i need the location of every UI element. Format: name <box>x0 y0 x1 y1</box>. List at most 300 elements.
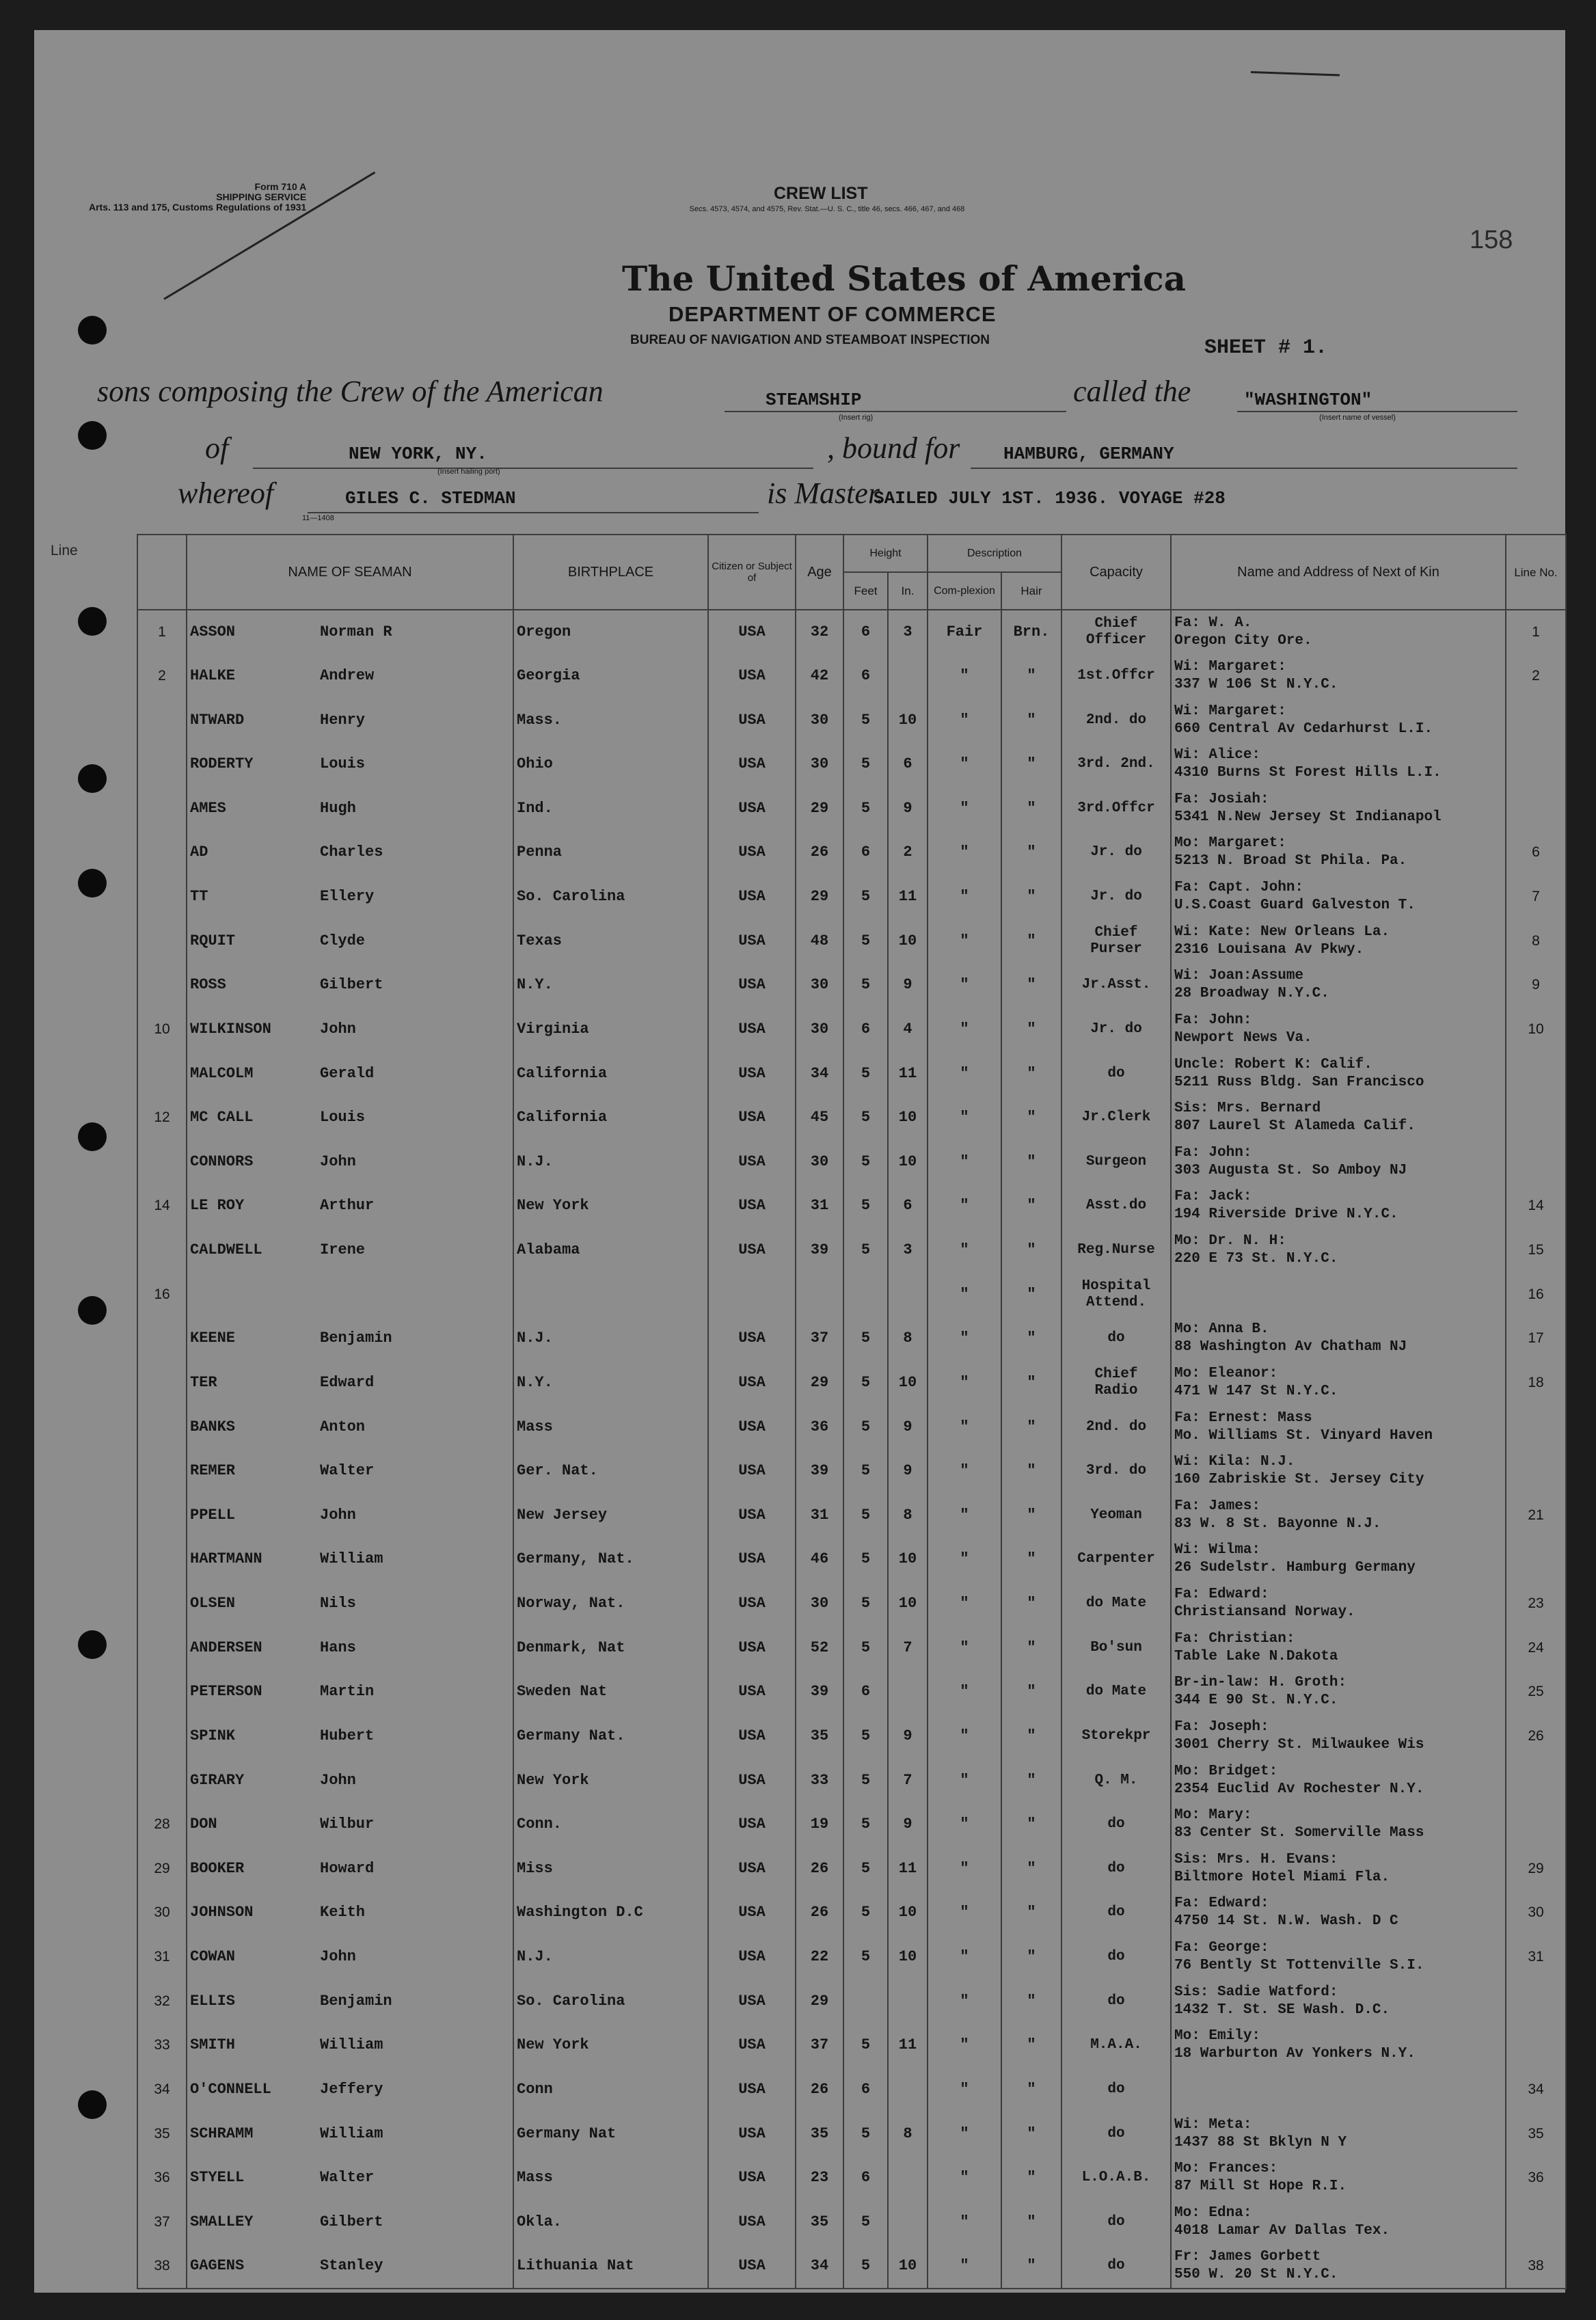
complexion: " <box>928 698 1001 742</box>
age: 19 <box>796 1803 843 1847</box>
next-of-kin <box>1171 1449 1506 1494</box>
kin-address: 26 Sudelstr. Hamburg Germany <box>1174 1560 1416 1576</box>
kin-address: 220 E 73 St. N.Y.C. <box>1174 1251 1338 1267</box>
kin-name: Uncle: Robert K: Calif. <box>1174 1056 1372 1073</box>
hair: " <box>1001 1140 1061 1185</box>
kin-address: 194 Riverside Drive N.Y.C. <box>1174 1206 1398 1223</box>
capacity <box>1061 2244 1171 2289</box>
age: 35 <box>796 1714 843 1759</box>
table-row <box>137 1758 1566 1803</box>
height-inches: 7 <box>888 1758 928 1803</box>
hair: Brn. <box>1001 610 1061 654</box>
height-feet <box>843 1272 888 1317</box>
age: 35 <box>796 2112 843 2156</box>
crew-table <box>137 534 1567 2289</box>
capacity <box>1061 1582 1171 1626</box>
given-name: Jeffery <box>320 2080 383 2098</box>
line-number <box>137 1758 187 1803</box>
punch-hole <box>78 607 107 636</box>
complexion: " <box>928 2244 1001 2289</box>
capacity <box>1061 2068 1171 2112</box>
birthplace: New York <box>513 1758 708 1803</box>
given-name: William <box>320 2125 383 2142</box>
age: 31 <box>796 1494 843 1538</box>
age: 52 <box>796 1626 843 1670</box>
hair: " <box>1001 875 1061 919</box>
complexion: " <box>928 1317 1001 1361</box>
kin-address: 1437 88 St Bklyn N Y <box>1174 2134 1347 2150</box>
line-number: 33 <box>137 2023 187 2068</box>
height-inches: 6 <box>888 1184 928 1228</box>
age: 30 <box>796 1140 843 1185</box>
right-line-number: 17 <box>1506 1317 1566 1361</box>
age: 29 <box>796 787 843 831</box>
citizenship: USA <box>708 1891 796 1935</box>
given-name: Arthur <box>320 1197 375 1215</box>
right-line-number <box>1506 2200 1566 2245</box>
kin-name: Fa: Joseph: <box>1174 1718 1269 1735</box>
capacity <box>1061 1051 1171 1096</box>
crew-list-page <box>34 30 1565 2293</box>
right-line-number <box>1506 1758 1566 1803</box>
seaman-name <box>187 1803 513 1847</box>
table-row <box>137 1272 1566 1317</box>
citizenship: USA <box>708 1847 796 1891</box>
form-articles: Arts. 113 and 175, Customs Regulations of 1931 <box>89 202 307 213</box>
kin-name: Fa: Capt. John: <box>1174 880 1304 896</box>
next-of-kin <box>1171 875 1506 919</box>
seaman-name <box>187 1891 513 1935</box>
given-name: Wilbur <box>320 1816 375 1833</box>
col-age: Age <box>796 535 843 610</box>
age: 30 <box>796 963 843 1008</box>
age: 37 <box>796 2023 843 2068</box>
table-row <box>137 1051 1566 1096</box>
vessel-name: "WASHINGTON" <box>1244 390 1372 410</box>
capacity <box>1061 1803 1171 1847</box>
next-of-kin <box>1171 1361 1506 1405</box>
capacity <box>1061 2200 1171 2245</box>
table-row <box>137 2112 1566 2156</box>
age: 26 <box>796 1847 843 1891</box>
line-number: 28 <box>137 1803 187 1847</box>
complexion: " <box>928 1449 1001 1494</box>
height-inches: 9 <box>888 1405 928 1449</box>
hair: " <box>1001 1184 1061 1228</box>
complexion: " <box>928 2156 1001 2200</box>
line-number <box>137 787 187 831</box>
seaman-name <box>187 1140 513 1185</box>
height-inches: 9 <box>888 787 928 831</box>
birthplace: N.Y. <box>513 1361 708 1405</box>
line-number <box>137 1537 187 1582</box>
complexion: " <box>928 1979 1001 2023</box>
age: 35 <box>796 2200 843 2245</box>
kin-name: Mo: Dr. N. H: <box>1174 1233 1286 1250</box>
table-row <box>137 2200 1566 2245</box>
capacity <box>1061 1891 1171 1935</box>
next-of-kin <box>1171 1096 1506 1140</box>
surname: DON <box>190 1816 217 1833</box>
kin-address: Table Lake N.Dakota <box>1174 1648 1338 1664</box>
kin-name: Mo: Anna B. <box>1174 1321 1269 1338</box>
kin-address: 5341 N.New Jersey St Indianapol <box>1174 809 1442 825</box>
next-of-kin <box>1171 1317 1506 1361</box>
capacity-line: do <box>1107 1065 1125 1081</box>
height-inches: 9 <box>888 1449 928 1494</box>
hair: " <box>1001 1803 1061 1847</box>
capacity-line: do <box>1107 1993 1125 2009</box>
line-number: 30 <box>137 1891 187 1935</box>
hair: " <box>1001 1494 1061 1538</box>
kin-address: 471 W 147 St N.Y.C. <box>1174 1383 1338 1399</box>
height-inches: 10 <box>888 1891 928 1935</box>
capacity-line: Yeoman <box>1090 1507 1142 1523</box>
height-feet: 5 <box>843 1582 888 1626</box>
kin-address: 4310 Burns St Forest Hills L.I. <box>1174 765 1442 781</box>
kin-name: Sis: Sadie Watford: <box>1174 1984 1338 2000</box>
citizenship: USA <box>708 1537 796 1582</box>
kin-name: Mo: Eleanor: <box>1174 1365 1278 1381</box>
surname: LE ROY <box>190 1197 245 1215</box>
citizenship: USA <box>708 2023 796 2068</box>
capacity-line: Asst.do <box>1085 1198 1147 1214</box>
birthplace: Oregon <box>513 610 708 654</box>
height-feet: 5 <box>843 2023 888 2068</box>
form-identifier <box>89 182 306 213</box>
citizenship: USA <box>708 1670 796 1714</box>
hair: " <box>1001 1714 1061 1759</box>
height-inches: 8 <box>888 1494 928 1538</box>
destination: HAMBURG, GERMANY <box>1003 444 1174 464</box>
capacity-line: do Mate <box>1085 1684 1147 1700</box>
kin-name: Wi: Kate: New Orleans La. <box>1174 923 1390 940</box>
hair: " <box>1001 1537 1061 1582</box>
given-name: Howard <box>320 1859 375 1877</box>
right-line-number <box>1506 1051 1566 1096</box>
punch-hole <box>78 869 107 898</box>
hair: " <box>1001 1008 1061 1052</box>
seaman-name <box>187 610 513 654</box>
given-name: William <box>320 2036 383 2054</box>
right-line-number: 2 <box>1506 654 1566 699</box>
birthplace: N.J. <box>513 1935 708 1980</box>
punch-hole <box>78 2090 107 2119</box>
capacity-line: Chief <box>1094 924 1138 941</box>
kin-name: Wi: Margaret: <box>1174 703 1286 719</box>
given-name: Stanley <box>320 2257 383 2275</box>
right-line-number: 38 <box>1506 2244 1566 2289</box>
table-row <box>137 1582 1566 1626</box>
age <box>796 1272 843 1317</box>
citizenship: USA <box>708 963 796 1008</box>
table-row <box>137 610 1566 654</box>
seaman-name <box>187 1008 513 1052</box>
hair: " <box>1001 1891 1061 1935</box>
kin-address: 5213 N. Broad St Phila. Pa. <box>1174 853 1407 869</box>
complexion: " <box>928 1140 1001 1185</box>
right-line-number: 25 <box>1506 1670 1566 1714</box>
capacity <box>1061 1670 1171 1714</box>
age: 30 <box>796 1582 843 1626</box>
table-row <box>137 1670 1566 1714</box>
next-of-kin <box>1171 1184 1506 1228</box>
right-line-number <box>1506 1537 1566 1582</box>
kin-name: Wi: Joan:Assume <box>1174 968 1304 984</box>
height-inches: 11 <box>888 875 928 919</box>
kin-address: 18 Warburton Av Yonkers N.Y. <box>1174 2046 1416 2062</box>
table-row <box>137 2068 1566 2112</box>
height-feet: 5 <box>843 1935 888 1980</box>
capacity-line: Jr. do <box>1090 889 1142 905</box>
hair: " <box>1001 1582 1061 1626</box>
table-row <box>137 1714 1566 1759</box>
kin-address: 344 E 90 St. N.Y.C. <box>1174 1692 1338 1709</box>
next-of-kin <box>1171 2156 1506 2200</box>
line-number <box>137 963 187 1008</box>
height-feet: 6 <box>843 2156 888 2200</box>
capacity <box>1061 1449 1171 1494</box>
table-row <box>137 1979 1566 2023</box>
next-of-kin <box>1171 2244 1506 2289</box>
complexion: " <box>928 1670 1001 1714</box>
table-row <box>137 1096 1566 1140</box>
seaman-name <box>187 1405 513 1449</box>
capacity-line: do <box>1107 1816 1125 1833</box>
capacity <box>1061 1494 1171 1538</box>
kin-name: Mo: Bridget: <box>1174 1763 1278 1779</box>
right-line-number <box>1506 1140 1566 1185</box>
seaman-name <box>187 698 513 742</box>
called-label: called the <box>1073 375 1191 408</box>
height-inches: 10 <box>888 1361 928 1405</box>
capacity-line: do <box>1107 2081 1125 2097</box>
table-row <box>137 1626 1566 1670</box>
kin-address: Oregon City Ore. <box>1174 632 1312 649</box>
kin-name: Fa: Edward: <box>1174 1587 1269 1603</box>
given-name: Ellery <box>320 888 375 906</box>
age: 36 <box>796 1405 843 1449</box>
height-feet: 5 <box>843 1140 888 1185</box>
age: 39 <box>796 1228 843 1273</box>
right-line-number: 29 <box>1506 1847 1566 1891</box>
seaman-name <box>187 1626 513 1670</box>
home-port: NEW YORK, NY. <box>349 444 487 464</box>
height-feet: 5 <box>843 2112 888 2156</box>
col-name: NAME OF SEAMAN <box>187 535 513 610</box>
kin-name: Fa: John: <box>1174 1012 1252 1028</box>
surname: COWAN <box>190 1948 236 1966</box>
complexion: " <box>928 2112 1001 2156</box>
col-line-no: Line No. <box>1506 535 1566 610</box>
citizenship: USA <box>708 831 796 875</box>
seaman-name <box>187 1494 513 1538</box>
next-of-kin <box>1171 1008 1506 1052</box>
citizenship: USA <box>708 875 796 919</box>
capacity-line: L.O.A.B. <box>1081 2170 1151 2186</box>
table-row <box>137 2023 1566 2068</box>
complexion: " <box>928 1272 1001 1317</box>
of-label: of <box>205 431 229 465</box>
age: 23 <box>796 2156 843 2200</box>
surname: SPINK <box>190 1727 236 1744</box>
surname: SMITH <box>190 2036 236 2054</box>
surname: ROSS <box>190 976 226 994</box>
right-line-number: 15 <box>1506 1228 1566 1273</box>
height-inches: 6 <box>888 742 928 787</box>
citizenship: USA <box>708 2200 796 2245</box>
table-row <box>137 1317 1566 1361</box>
age: 45 <box>796 1096 843 1140</box>
height-inches: 9 <box>888 963 928 1008</box>
hair: " <box>1001 831 1061 875</box>
given-name: Nils <box>320 1595 356 1613</box>
kin-address: Newport News Va. <box>1174 1029 1312 1046</box>
given-name: Irene <box>320 1241 366 1259</box>
citizenship: USA <box>708 919 796 963</box>
seaman-name <box>187 1449 513 1494</box>
table-row <box>137 698 1566 742</box>
birthplace: Miss <box>513 1847 708 1891</box>
hair: " <box>1001 2068 1061 2112</box>
birthplace: Texas <box>513 919 708 963</box>
given-name: Gilbert <box>320 976 383 994</box>
right-line-number: 24 <box>1506 1626 1566 1670</box>
height-inches: 3 <box>888 1228 928 1273</box>
kin-name: Fa: John: <box>1174 1144 1252 1161</box>
hair: " <box>1001 1758 1061 1803</box>
birthplace: Mass <box>513 2156 708 2200</box>
given-name: Andrew <box>320 666 375 684</box>
citizenship: USA <box>708 1714 796 1759</box>
height-feet: 6 <box>843 654 888 699</box>
surname: AD <box>190 844 208 861</box>
col-description: Description <box>928 535 1061 572</box>
next-of-kin <box>1171 654 1506 699</box>
complexion: " <box>928 1008 1001 1052</box>
height-inches: 7 <box>888 1626 928 1670</box>
complexion: " <box>928 963 1001 1008</box>
right-line-number <box>1506 1449 1566 1494</box>
kin-name: Mo: Edna: <box>1174 2204 1252 2221</box>
birthplace: California <box>513 1051 708 1096</box>
line-number <box>137 742 187 787</box>
statute-reference: Secs. 4573, 4574, and 4575, Rev. Stat.—U. S. C., title 46, secs. 466, 467, and 468 <box>689 205 965 213</box>
age: 33 <box>796 1758 843 1803</box>
surname: TT <box>190 888 208 906</box>
punch-hole <box>78 421 107 450</box>
capacity-line: Jr.Clerk <box>1081 1109 1151 1126</box>
col-kin: Name and Address of Next of Kin <box>1171 535 1506 610</box>
kin-name: Fa: Ernest: Mass <box>1174 1409 1312 1426</box>
next-of-kin <box>1171 1891 1506 1935</box>
kin-name: Mo: Margaret: <box>1174 835 1286 852</box>
kin-address: 1432 T. St. SE Wash. D.C. <box>1174 2001 1390 2018</box>
kin-address: 83 Center St. Somerville Mass <box>1174 1825 1424 1842</box>
right-line-number: 16 <box>1506 1272 1566 1317</box>
right-line-number: 7 <box>1506 875 1566 919</box>
line-number <box>137 1140 187 1185</box>
birthplace: Ind. <box>513 787 708 831</box>
kin-address: 660 Central Av Cedarhurst L.I. <box>1174 720 1433 737</box>
complexion: " <box>928 1494 1001 1538</box>
capacity <box>1061 1626 1171 1670</box>
next-of-kin <box>1171 1847 1506 1891</box>
birthplace: Germany Nat <box>513 2112 708 2156</box>
kin-address: 28 Broadway N.Y.C. <box>1174 986 1329 1002</box>
col-birthplace: BIRTHPLACE <box>513 535 708 610</box>
seaman-name <box>187 1537 513 1582</box>
height-feet: 6 <box>843 1670 888 1714</box>
height-feet: 5 <box>843 1626 888 1670</box>
seaman-name <box>187 1361 513 1405</box>
kin-name: Wi: Meta: <box>1174 2116 1252 2133</box>
height-feet: 5 <box>843 875 888 919</box>
table-row <box>137 742 1566 787</box>
right-line-number <box>1506 787 1566 831</box>
surname: STYELL <box>190 2169 245 2187</box>
next-of-kin <box>1171 1803 1506 1847</box>
right-line-number: 35 <box>1506 2112 1566 2156</box>
surname: TER <box>190 1373 217 1391</box>
capacity-line: Jr. do <box>1090 844 1142 861</box>
given-name: Walter <box>320 2169 375 2187</box>
surname: RODERTY <box>190 755 254 773</box>
surname: CONNORS <box>190 1152 254 1170</box>
complexion: " <box>928 742 1001 787</box>
punch-hole <box>78 1122 107 1151</box>
given-name: John <box>320 1771 356 1789</box>
right-line-number <box>1506 1096 1566 1140</box>
citizenship: USA <box>708 1361 796 1405</box>
citizenship: USA <box>708 1096 796 1140</box>
birthplace: N.J. <box>513 1140 708 1185</box>
capacity-line: do <box>1107 2258 1125 2274</box>
surname: MC CALL <box>190 1109 254 1127</box>
table-row <box>137 1935 1566 1980</box>
surname: PETERSON <box>190 1683 262 1701</box>
next-of-kin <box>1171 2200 1506 2245</box>
age: 29 <box>796 875 843 919</box>
height-feet: 6 <box>843 2068 888 2112</box>
table-row <box>137 1847 1566 1891</box>
col-hair: Hair <box>1001 572 1061 610</box>
seaman-name <box>187 875 513 919</box>
capacity-line: do <box>1107 2125 1125 2142</box>
citizenship: USA <box>708 1626 796 1670</box>
kin-name: Fa: Christian: <box>1174 1630 1295 1647</box>
birthplace: Sweden Nat <box>513 1670 708 1714</box>
seaman-name <box>187 831 513 875</box>
hair: " <box>1001 919 1061 963</box>
surname: GIRARY <box>190 1771 245 1789</box>
age: 26 <box>796 1891 843 1935</box>
next-of-kin <box>1171 1494 1506 1538</box>
height-feet: 5 <box>843 1714 888 1759</box>
rig-value: STEAMSHIP <box>766 390 862 410</box>
capacity <box>1061 1096 1171 1140</box>
height-feet: 5 <box>843 1361 888 1405</box>
height-inches <box>888 1670 928 1714</box>
birthplace: N.Y. <box>513 963 708 1008</box>
capacity-line: Chief <box>1094 615 1138 632</box>
kin-address: 3001 Cherry St. Milwaukee Wis <box>1174 1736 1424 1753</box>
citizenship: USA <box>708 1449 796 1494</box>
complexion: " <box>928 2068 1001 2112</box>
birthplace <box>513 1272 708 1317</box>
line-number: 34 <box>137 2068 187 2112</box>
line-number: 32 <box>137 1979 187 2023</box>
